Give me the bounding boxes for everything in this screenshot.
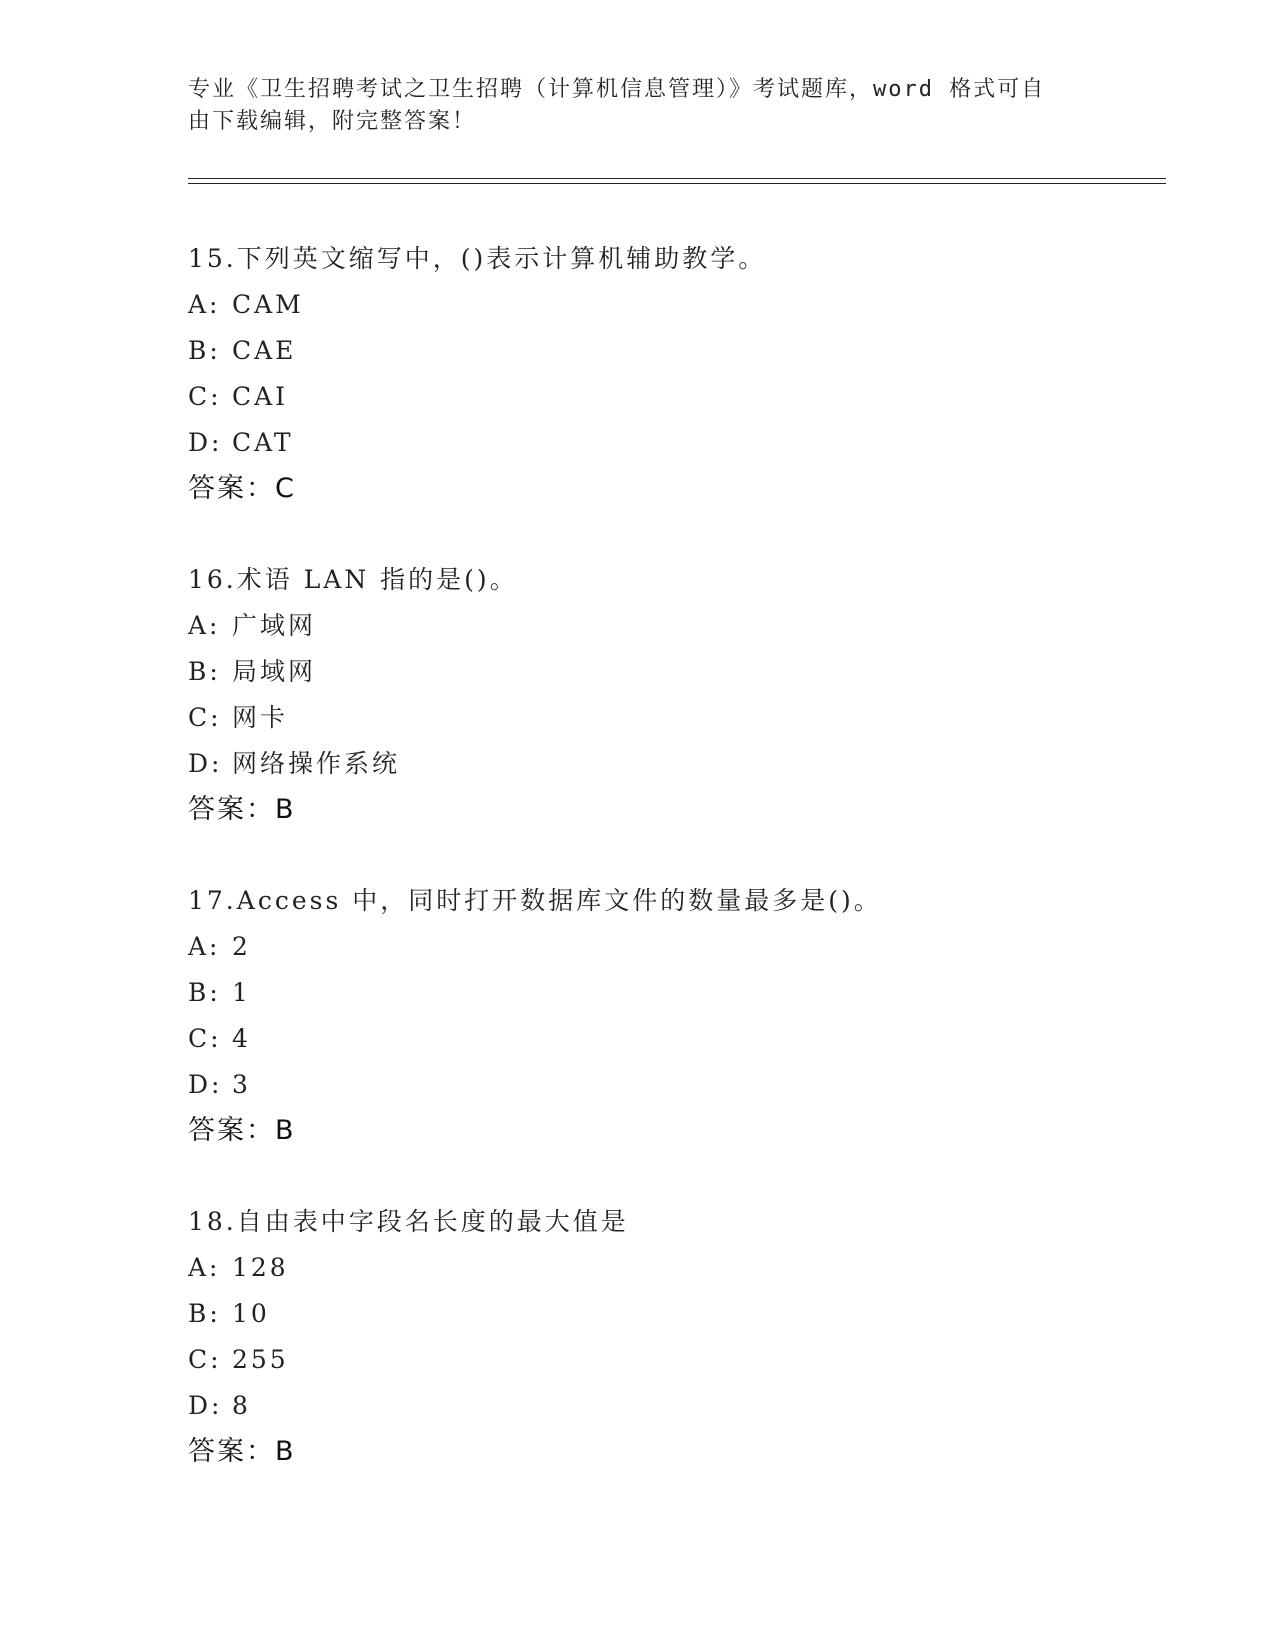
option-d (188, 1062, 1148, 1108)
option-b (188, 649, 1148, 695)
document-header (188, 74, 1068, 138)
option-text: 3 (232, 1070, 251, 1099)
option-d (188, 741, 1148, 787)
option-text: CAM (232, 290, 304, 319)
option-letter: D: (188, 1070, 223, 1099)
option-c (188, 1016, 1148, 1062)
option-text: 局域网 (232, 657, 317, 686)
option-b (188, 1291, 1148, 1337)
question-15 (188, 236, 1148, 512)
option-letter: D: (188, 1391, 223, 1420)
option-d (188, 420, 1148, 466)
option-letter: B: (188, 336, 221, 365)
option-text: 128 (232, 1253, 289, 1282)
option-letter: C: (188, 703, 222, 732)
option-text: 广域网 (232, 611, 317, 640)
option-a (188, 282, 1148, 328)
option-letter: C: (188, 1024, 222, 1053)
option-a (188, 1245, 1148, 1291)
option-text: 8 (232, 1391, 251, 1420)
header-line-2: 由下载编辑，附完整答案！ (188, 109, 477, 134)
option-b (188, 328, 1148, 374)
option-letter: A: (188, 932, 221, 961)
option-letter: A: (188, 1253, 221, 1282)
option-letter: A: (188, 611, 221, 640)
answer-line: 答案：C (188, 473, 296, 504)
answer-line: 答案：B (188, 794, 296, 825)
option-a (188, 603, 1148, 649)
answer-line: 答案：B (188, 1115, 296, 1146)
answer-line: 答案：B (188, 1436, 296, 1467)
option-letter: B: (188, 978, 221, 1007)
option-text: 网卡 (232, 703, 289, 732)
option-c (188, 1337, 1148, 1383)
option-letter: C: (188, 382, 222, 411)
option-text: 网络操作系统 (232, 749, 401, 778)
option-text: 10 (232, 1299, 270, 1328)
header-divider-bottom (188, 183, 1166, 184)
option-text: CAI (232, 382, 289, 411)
option-text: 1 (232, 978, 251, 1007)
question-stem: 16.术语 LAN 指的是()。 (188, 565, 518, 594)
option-b (188, 970, 1148, 1016)
option-letter: C: (188, 1345, 222, 1374)
option-text: 4 (232, 1024, 251, 1053)
option-text: 255 (232, 1345, 289, 1374)
header-line-1: 专业《卫生招聘考试之卫生招聘（计算机信息管理）》考试题库，word 格式可自 (188, 77, 1046, 102)
header-divider-top (188, 178, 1166, 179)
option-a (188, 924, 1148, 970)
question-17 (188, 878, 1148, 1154)
option-text: CAE (232, 336, 297, 365)
option-letter: B: (188, 657, 221, 686)
option-c (188, 374, 1148, 420)
option-c (188, 695, 1148, 741)
question-stem: 15.下列英文缩写中，()表示计算机辅助教学。 (188, 244, 767, 273)
question-16 (188, 557, 1148, 833)
option-letter: B: (188, 1299, 221, 1328)
option-letter: A: (188, 290, 221, 319)
question-stem: 18.自由表中字段名长度的最大值是 (188, 1207, 629, 1236)
option-d (188, 1383, 1148, 1429)
option-text: CAT (232, 428, 294, 457)
option-letter: D: (188, 749, 223, 778)
question-18 (188, 1199, 1148, 1475)
option-text: 2 (232, 932, 251, 961)
question-stem: 17.Access 中，同时打开数据库文件的数量最多是()。 (188, 886, 882, 915)
option-letter: D: (188, 428, 223, 457)
